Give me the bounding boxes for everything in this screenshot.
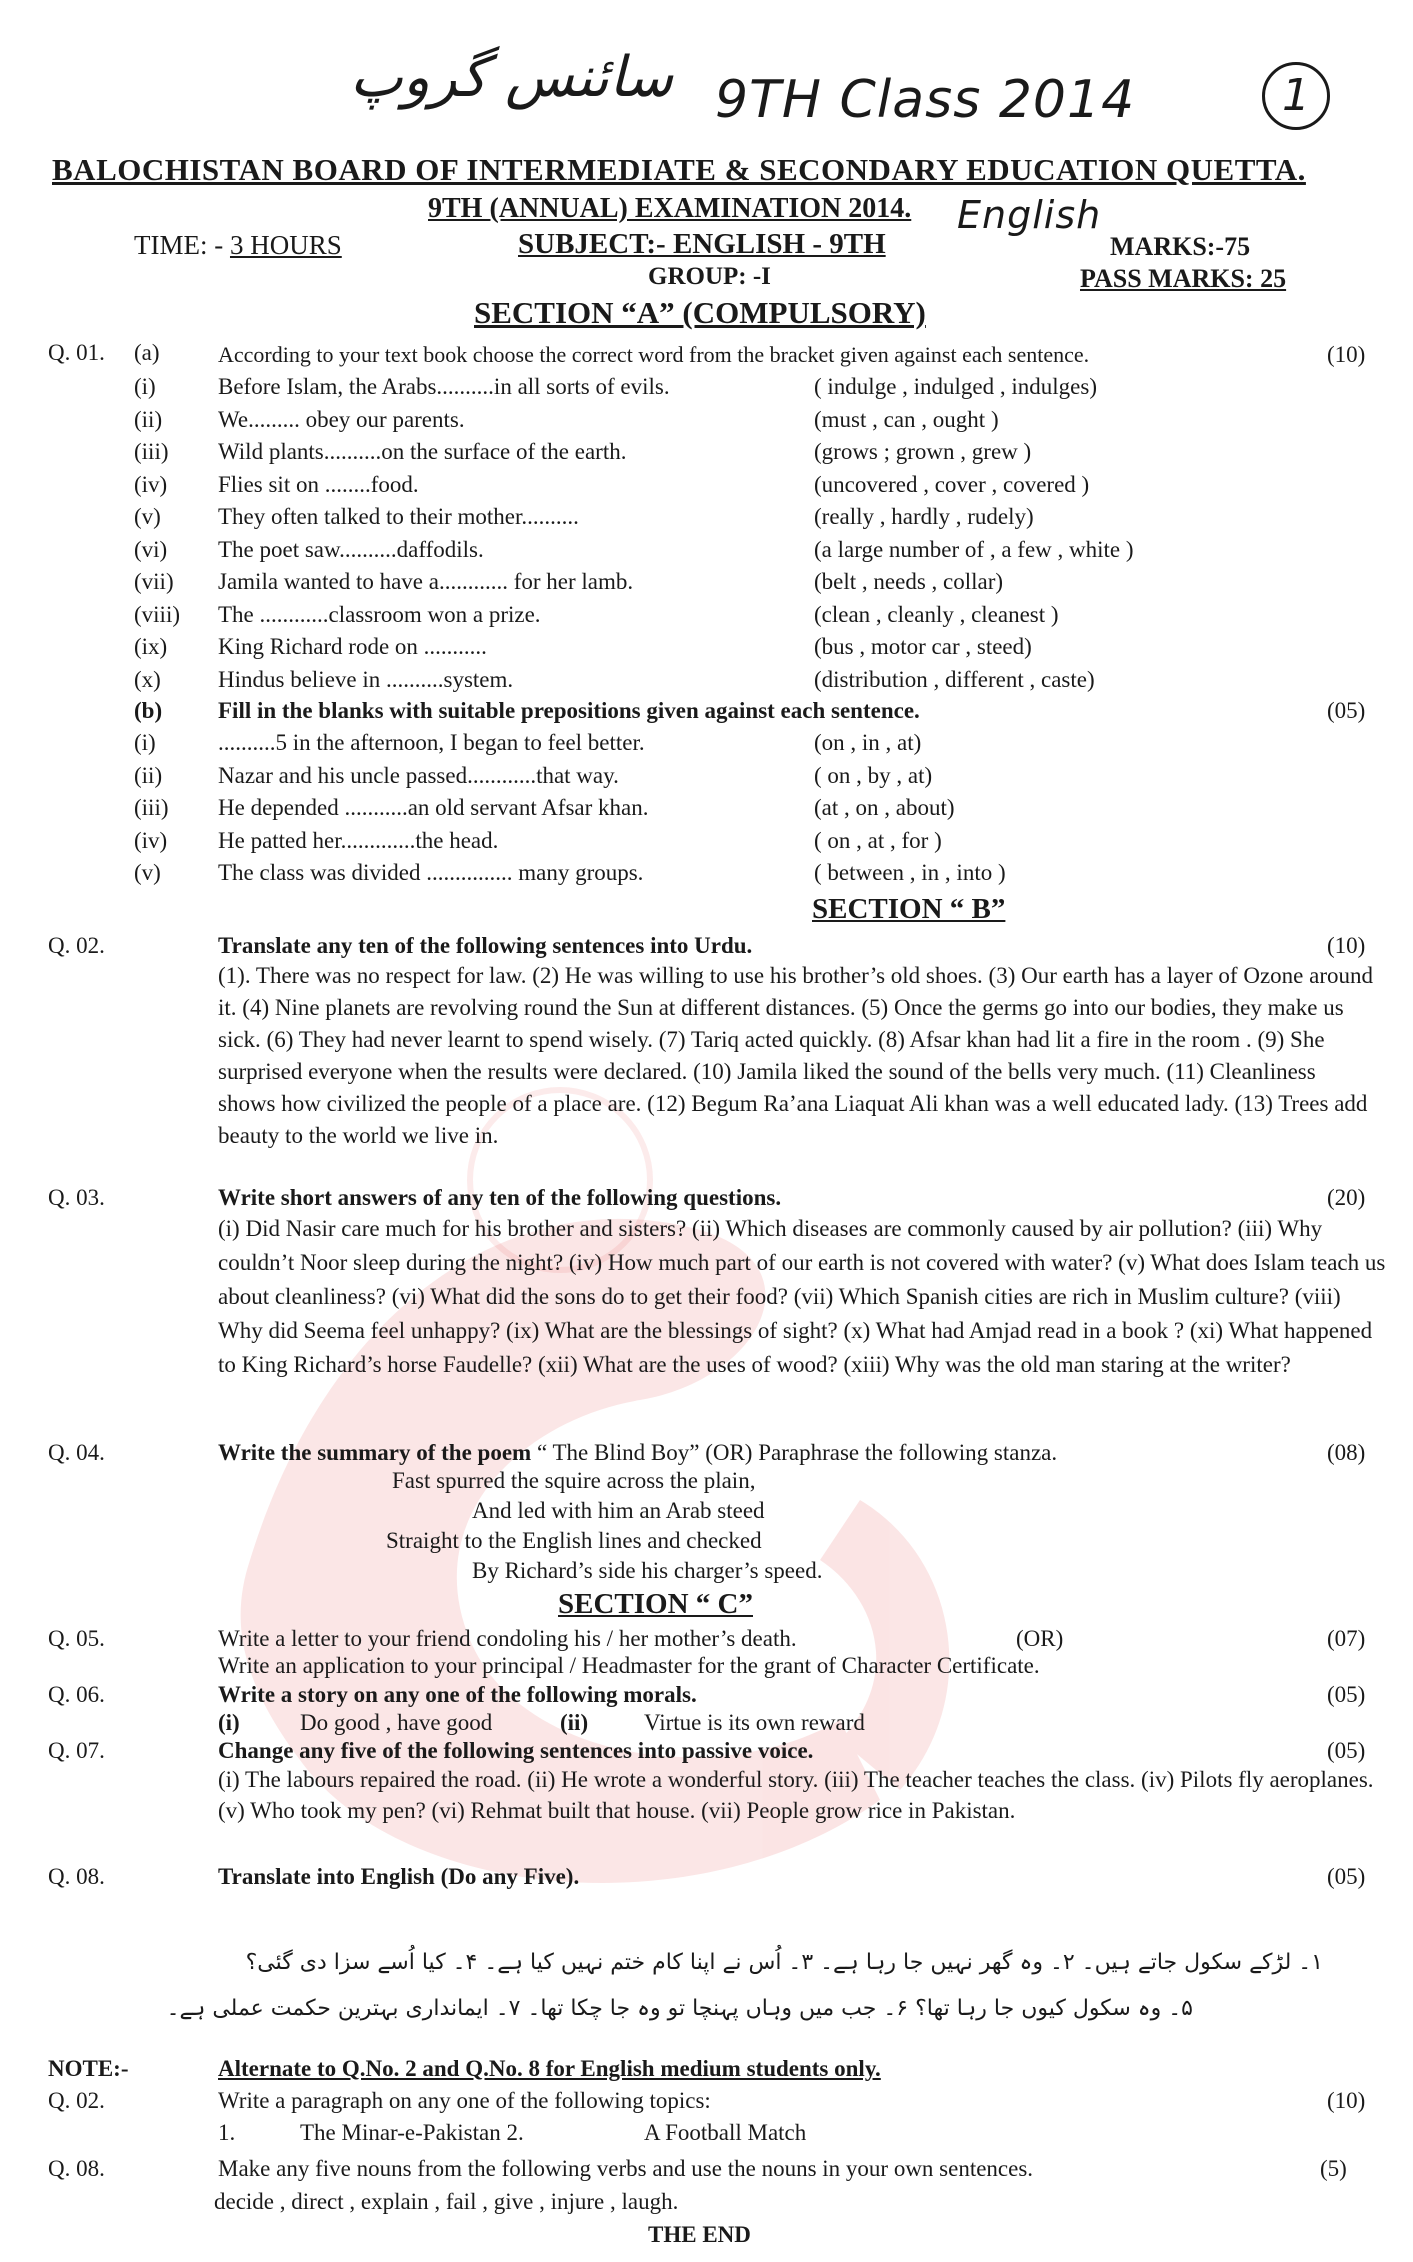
alt-q2-topic-2: A Football Match xyxy=(644,2120,807,2145)
q1b-item-sentence: Nazar and his uncle passed............that way. xyxy=(218,762,619,788)
q1-part-a-marks: (10) xyxy=(1327,342,1366,367)
q1a-item-sentence: The ............classroom won a prize. xyxy=(218,601,541,627)
q1a-item-number: (ii) xyxy=(134,406,163,432)
q2-instruction: Translate any ten of the following sentences into Urdu. xyxy=(218,933,753,958)
handwritten-subject-note: English xyxy=(957,193,1102,237)
q6-moral-2-label: (ii) xyxy=(560,1710,589,1735)
q1a-item-options: (clean , cleanly , cleanest ) xyxy=(814,601,1059,627)
handwritten-urdu-note: سائنس گروپ xyxy=(350,45,673,110)
q7-instruction: Change any five of the following sentences into passive voice. xyxy=(218,1738,814,1763)
q1a-item-sentence: Before Islam, the Arabs..........in all sorts of evils. xyxy=(218,374,670,399)
q1b-item-sentence: He patted her.............the head. xyxy=(218,827,499,853)
q6-moral-2: Virtue is its own reward xyxy=(644,1710,865,1735)
q1a-item-options: (uncovered , cover , covered ) xyxy=(814,471,1090,497)
q1a-item-sentence: Jamila wanted to have a............ for her lamb. xyxy=(218,569,634,594)
q1b-item-number: (i) xyxy=(134,730,156,755)
q1b-item-options: ( between , in , into ) xyxy=(814,860,1006,885)
q4-marks: (08) xyxy=(1327,1440,1366,1465)
section-b-title: SECTION “ B” xyxy=(812,893,1006,925)
q1b-item-number: (ii) xyxy=(134,762,163,788)
q5-letter-option: Write a letter to your friend condoling his / her mother’s death. xyxy=(218,1626,797,1651)
poem-line-4: By Richard’s side his charger’s speed. xyxy=(472,1558,823,1583)
q1a-item-sentence: They often talked to their mother.......... xyxy=(218,504,579,529)
q8-urdu-line-2: ۵۔ وہ سکول کیوں جا رہا تھا؟ ۶۔ جب میں وہاں پہنچا تو وہ جا چکا تھا۔ ۷۔ ایمانداری بہترین حکمت عملی ہے۔ xyxy=(166,1996,1193,2021)
marks-label: MARKS:-75 xyxy=(1110,232,1251,261)
q8-marks: (05) xyxy=(1327,1864,1366,1889)
q1b-item-options: ( on , at , for ) xyxy=(814,827,942,853)
time-label: TIME: - 3 HOURS xyxy=(134,230,342,260)
q1a-item-options: ( indulge , indulged , indulges) xyxy=(814,374,1097,399)
group-label: GROUP: -I xyxy=(648,263,771,290)
handwritten-page-number: 1 xyxy=(1282,70,1310,121)
q1a-item-sentence: Wild plants..........on the surface of the earth. xyxy=(218,439,627,464)
q1a-item-number: (i) xyxy=(134,374,156,399)
q7-marks: (05) xyxy=(1327,1738,1366,1763)
q6-moral-1-label: (i) xyxy=(218,1710,240,1735)
alt-q2-number: Q. 02. xyxy=(48,2088,105,2113)
note-text: Alternate to Q.No. 2 and Q.No. 8 for English medium students only. xyxy=(218,2056,881,2081)
q1a-item-options: (grows ; grown , grew ) xyxy=(814,439,1032,464)
exam-title: 9TH (ANNUAL) EXAMINATION 2014. xyxy=(428,193,912,224)
q1b-item-number: (iv) xyxy=(134,827,168,853)
q8-number: Q. 08. xyxy=(48,1864,105,1889)
q1-number: Q. 01. xyxy=(48,340,105,365)
q7-sentences: (i) The labours repaired the road. (ii) He wrote a wonderful story. (iii) The teacher teaches the class. (iv) Pilots fly aeroplanes. (v) Who took my pen? (vi) Rehmat built that house. (vii) People grow rice in Pakistan. xyxy=(218,1767,1374,1823)
poem-line-2: And led with him an Arab steed xyxy=(472,1498,765,1523)
q6-marks: (05) xyxy=(1327,1682,1366,1707)
alt-q2-topic-1-label: 1. xyxy=(218,2120,236,2145)
q6-instruction: Write a story on any one of the following morals. xyxy=(218,1682,697,1707)
q3-marks: (20) xyxy=(1327,1185,1366,1210)
poem-line-1: Fast spurred the squire across the plain, xyxy=(392,1468,756,1493)
poem-line-3: Straight to the English lines and checked xyxy=(386,1528,762,1553)
alt-q2-marks: (10) xyxy=(1327,2088,1366,2113)
q1a-item-options: (must , can , ought ) xyxy=(814,406,999,432)
q6-number: Q. 06. xyxy=(48,1682,105,1707)
page-number-circle xyxy=(1262,62,1330,130)
q4-number: Q. 04. xyxy=(48,1440,105,1465)
section-a-title: SECTION “A” (COMPULSORY) xyxy=(474,295,926,330)
q2-sentences: (1). There was no respect for law. (2) He was willing to use his brother’s old shoes. (3) Our earth has a layer of Ozone around it. (4) Nine planets are revolving round the Sun at different distances. (5) Once the germs go into our bodies, they make us sick. (6) They had never learnt to spend wisely. (7) Tariq acted quickly. (8) Afsar khan had lit a fire in the room . (9) She surprised everyone when the results were declared. (10) Jamila liked the sound of the bells very much. (11) Cleanliness shows how civilized the people of a place are. (12) Begum Ra’ana Liaquat Ali khan was a well educated lady. (13) Trees add beauty to the world we live in. xyxy=(218,963,1373,1148)
q1b-item-number: (iii) xyxy=(134,795,169,820)
handwritten-class-note: 9TH Class 2014 xyxy=(715,70,1136,130)
q8-urdu-line-1: ۱۔ لڑکے سکول جاتے ہیں۔ ۲۔ وہ گھر نہیں جا رہا ہے۔ ۳۔ اُس نے اپنا کام ختم نہیں کیا ہے۔ ۴۔ کیا اُسے سزا دی گئی؟ xyxy=(245,1950,1323,1975)
q1a-item-options: (bus , motor car , steed) xyxy=(814,634,1032,659)
q5-or: (OR) xyxy=(1016,1626,1064,1651)
q1b-item-options: (on , in , at) xyxy=(814,730,922,755)
q7-number: Q. 07. xyxy=(48,1738,105,1763)
q5-marks: (07) xyxy=(1327,1626,1366,1651)
q1-part-a-instruction: According to your text book choose the correct word from the bracket given against each sentence. xyxy=(218,342,1090,367)
board-title: BALOCHISTAN BOARD OF INTERMEDIATE & SECONDARY EDUCATION QUETTA. xyxy=(52,152,1306,187)
q1a-item-sentence: Flies sit on ........food. xyxy=(218,471,419,497)
q1a-item-number: (x) xyxy=(134,666,161,692)
q1a-item-sentence: The poet saw..........daffodils. xyxy=(218,536,484,562)
q6-moral-1: Do good , have good xyxy=(300,1710,493,1735)
q2-number: Q. 02. xyxy=(48,933,105,958)
q4-instruction: Write the summary of the poem “ The Blind Boy” (OR) Paraphrase the following stanza. xyxy=(218,1440,1058,1465)
q1a-item-number: (vi) xyxy=(134,536,168,562)
alt-q2-text: Write a paragraph on any one of the following topics: xyxy=(218,2088,711,2113)
alt-q2-topic-1: The Minar-e-Pakistan 2. xyxy=(300,2120,524,2145)
q1b-item-number: (v) xyxy=(134,860,161,885)
q1-part-a-label: (a) xyxy=(134,340,160,365)
q1a-item-number: (ix) xyxy=(134,634,168,659)
q2-marks: (10) xyxy=(1327,933,1366,958)
q8-instruction: Translate into English (Do any Five). xyxy=(218,1864,580,1889)
end-mark: THE END xyxy=(648,2222,751,2247)
q1b-item-sentence: The class was divided ............... many groups. xyxy=(218,860,644,885)
q1a-item-number: (iv) xyxy=(134,471,168,497)
q1a-item-options: (distribution , different , caste) xyxy=(814,666,1095,692)
alt-q8-number: Q. 08. xyxy=(48,2156,105,2181)
q1a-item-options: (a large number of , a few , white ) xyxy=(814,536,1134,562)
q3-instruction: Write short answers of any ten of the following questions. xyxy=(218,1185,782,1210)
q1a-item-sentence: We......... obey our parents. xyxy=(218,406,465,432)
alt-q8-verbs: decide , direct , explain , fail , give , injure , laugh. xyxy=(214,2189,679,2214)
q1a-item-number: (vii) xyxy=(134,569,174,594)
q1b-item-sentence: ..........5 in the afternoon, I began to feel better. xyxy=(218,730,645,755)
q1a-item-number: (iii) xyxy=(134,439,169,464)
note-label: NOTE:- xyxy=(48,2056,129,2081)
alt-q8-text: Make any five nouns from the following verbs and use the nouns in your own sentences. xyxy=(218,2156,1034,2181)
q1b-item-options: ( on , by , at) xyxy=(814,762,933,788)
q1-part-b-marks: (05) xyxy=(1327,698,1366,723)
pass-marks-label: PASS MARKS: 25 xyxy=(1080,264,1287,293)
q1b-item-options: (at , on , about) xyxy=(814,795,955,820)
q3-questions: (i) Did Nasir care much for his brother and sisters? (ii) Which diseases are commonly caused by air pollution? (iii) Why couldn’t Noor sleep during the night? (iv) How much part of our earth is not covered with water? (v) What does Islam teach us about cleanliness? (vi) What did the sons do to get their food? (vii) Which Spanish cities are rich in Muslim culture? (viii) Why did Seema feel unhappy? (ix) What are the blessings of sight? (x) What had Amjad read in a book ? (xi) What happened to King Richard’s horse Faudelle? (xii) What are the uses of wood? (xiii) Why was the old man staring at the writer? xyxy=(218,1216,1386,1377)
q1a-item-options: (really , hardly , rudely) xyxy=(814,504,1034,529)
q5-number: Q. 05. xyxy=(48,1626,105,1651)
section-c-title: SECTION “ C” xyxy=(558,1588,753,1620)
q5-application-option: Write an application to your principal / Headmaster for the grant of Character Certificate. xyxy=(218,1653,1040,1678)
q3-number: Q. 03. xyxy=(48,1185,105,1210)
q1b-item-sentence: He depended ...........an old servant Afsar khan. xyxy=(218,795,649,820)
subject-label: SUBJECT:- ENGLISH - 9TH xyxy=(518,228,886,260)
alt-q8-marks: (5) xyxy=(1320,2156,1347,2181)
q1-part-b-label: (b) xyxy=(134,698,163,723)
q1a-item-sentence: King Richard rode on ........... xyxy=(218,634,487,659)
q1a-item-sentence: Hindus believe in ..........system. xyxy=(218,666,514,692)
q1-part-b-instruction: Fill in the blanks with suitable prepositions given against each sentence. xyxy=(218,698,920,723)
q1a-item-options: (belt , needs , collar) xyxy=(814,569,1004,594)
q1a-item-number: (viii) xyxy=(134,601,180,627)
q1a-item-number: (v) xyxy=(134,504,161,529)
